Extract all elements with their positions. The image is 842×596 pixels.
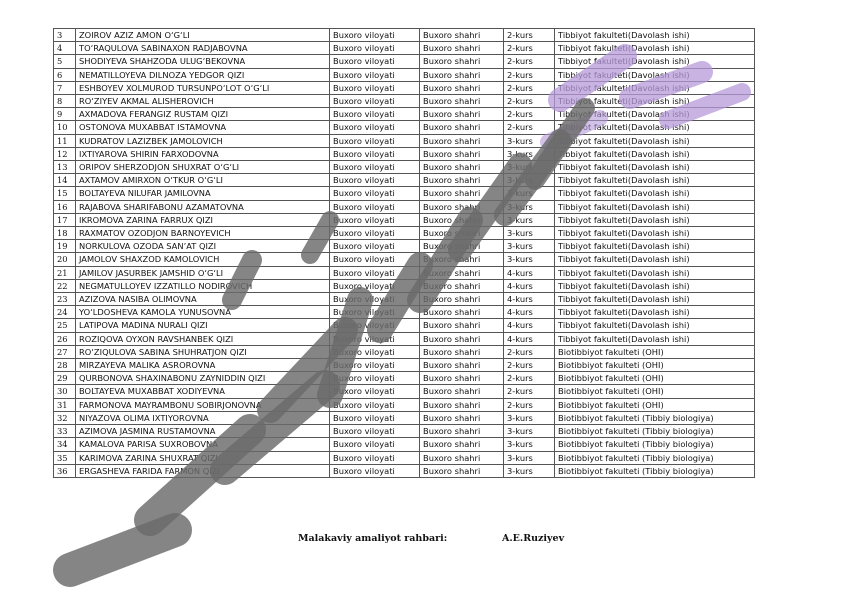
table-row	[54, 121, 755, 134]
faculty-cell: Tibbiyot fakulteti(Davolash ishi)	[555, 306, 755, 319]
faculty-cell: Biotibbiyot fakulteti (OHI)	[555, 359, 755, 372]
student-name: JAMILOV JASURBEK JAMSHID O‘G‘LI	[76, 266, 330, 279]
city-cell: Buxoro shahri	[420, 95, 504, 108]
student-name: OSTONOVA MUXABBAT ISTAMOVNA	[76, 121, 330, 134]
supervisor-name: A.E.Ruziyev	[502, 533, 565, 544]
region-cell: Buxoro viloyati	[330, 306, 420, 319]
student-name: TO‘RAQULOVA SABINAXON RADJABOVNA	[76, 42, 330, 55]
course-cell: 3-kurs	[504, 425, 555, 438]
course-cell: 4-kurs	[504, 266, 555, 279]
course-cell: 2-kurs	[504, 55, 555, 68]
course-cell: 3-kurs	[504, 227, 555, 240]
region-cell: Buxoro viloyati	[330, 95, 420, 108]
city-cell: Buxoro shahri	[420, 227, 504, 240]
row-number: 33	[54, 425, 76, 438]
region-cell: Buxoro viloyati	[330, 345, 420, 358]
course-cell: 3-kurs	[504, 161, 555, 174]
student-name: AZIZOVA NASIBA OLIMOVNA	[76, 293, 330, 306]
course-cell: 3-kurs	[504, 438, 555, 451]
student-name: ZOIROV AZIZ AMON O‘G‘LI	[76, 29, 330, 42]
table-row	[54, 227, 755, 240]
student-table-body	[54, 29, 755, 478]
row-number: 18	[54, 227, 76, 240]
table-row	[54, 161, 755, 174]
row-number: 29	[54, 372, 76, 385]
faculty-cell: Tibbiyot fakulteti(Davolash ishi)	[555, 121, 755, 134]
region-cell: Buxoro viloyati	[330, 174, 420, 187]
region-cell: Buxoro viloyati	[330, 81, 420, 94]
region-cell: Buxoro viloyati	[330, 108, 420, 121]
course-cell: 3-kurs	[504, 464, 555, 477]
table-row	[54, 174, 755, 187]
city-cell: Buxoro shahri	[420, 81, 504, 94]
table-row	[54, 385, 755, 398]
row-number: 5	[54, 55, 76, 68]
city-cell: Buxoro shahri	[420, 279, 504, 292]
city-cell: Buxoro shahri	[420, 200, 504, 213]
row-number: 34	[54, 438, 76, 451]
city-cell: Buxoro shahri	[420, 68, 504, 81]
faculty-cell: Biotibbiyot fakulteti (Tibbiy biologiya)	[555, 411, 755, 424]
course-cell: 3-kurs	[504, 147, 555, 160]
row-number: 10	[54, 121, 76, 134]
faculty-cell: Tibbiyot fakulteti(Davolash ishi)	[555, 253, 755, 266]
row-number: 21	[54, 266, 76, 279]
region-cell: Buxoro viloyati	[330, 385, 420, 398]
city-cell: Buxoro shahri	[420, 451, 504, 464]
course-cell: 2-kurs	[504, 81, 555, 94]
row-number: 20	[54, 253, 76, 266]
course-cell: 3-kurs	[504, 411, 555, 424]
faculty-cell: Biotibbiyot fakulteti (OHI)	[555, 345, 755, 358]
region-cell: Buxoro viloyati	[330, 266, 420, 279]
table-row	[54, 425, 755, 438]
faculty-cell: Tibbiyot fakulteti(Davolash ishi)	[555, 213, 755, 226]
student-name: NEMATILLOYEVA DILNOZA YEDGOR QIZI	[76, 68, 330, 81]
row-number: 30	[54, 385, 76, 398]
student-name: NIYAZOVA OLIMA IXTIYOROVNA	[76, 411, 330, 424]
table-row	[54, 279, 755, 292]
student-name: RO‘ZIQULOVA SABINA SHUHRATJON QIZI	[76, 345, 330, 358]
student-name: ROZIQOVA OYXON RAVSHANBEK QIZI	[76, 332, 330, 345]
region-cell: Buxoro viloyati	[330, 411, 420, 424]
table-row	[54, 95, 755, 108]
row-number: 7	[54, 81, 76, 94]
course-cell: 4-kurs	[504, 306, 555, 319]
table-row	[54, 451, 755, 464]
student-name: IKROMOVA ZARINA FARRUX QIZI	[76, 213, 330, 226]
faculty-cell: Tibbiyot fakulteti(Davolash ishi)	[555, 147, 755, 160]
student-name: RAJABOVA SHARIFABONU AZAMATOVNA	[76, 200, 330, 213]
table-row	[54, 293, 755, 306]
row-number: 19	[54, 240, 76, 253]
course-cell: 2-kurs	[504, 68, 555, 81]
course-cell: 3-kurs	[504, 174, 555, 187]
city-cell: Buxoro shahri	[420, 240, 504, 253]
course-cell: 2-kurs	[504, 121, 555, 134]
region-cell: Buxoro viloyati	[330, 213, 420, 226]
faculty-cell: Tibbiyot fakulteti(Davolash ishi)	[555, 240, 755, 253]
faculty-cell: Tibbiyot fakulteti(Davolash ishi)	[555, 319, 755, 332]
course-cell: 2-kurs	[504, 398, 555, 411]
row-number: 8	[54, 95, 76, 108]
table-row	[54, 134, 755, 147]
city-cell: Buxoro shahri	[420, 425, 504, 438]
table-row	[54, 464, 755, 477]
course-cell: 2-kurs	[504, 359, 555, 372]
faculty-cell: Tibbiyot fakulteti(Davolash ishi)	[555, 29, 755, 42]
course-cell: 3-kurs	[504, 240, 555, 253]
student-name: LATIPOVA MADINA NURALI QIZI	[76, 319, 330, 332]
table-row	[54, 266, 755, 279]
region-cell: Buxoro viloyati	[330, 161, 420, 174]
faculty-cell: Tibbiyot fakulteti(Davolash ishi)	[555, 174, 755, 187]
table-row	[54, 306, 755, 319]
faculty-cell: Biotibbiyot fakulteti (OHI)	[555, 398, 755, 411]
table-row	[54, 411, 755, 424]
table-row	[54, 345, 755, 358]
course-cell: 4-kurs	[504, 319, 555, 332]
city-cell: Buxoro shahri	[420, 411, 504, 424]
faculty-cell: Tibbiyot fakulteti(Davolash ishi)	[555, 95, 755, 108]
student-name: ORIPOV SHERZODJON SHUXRAT O‘G‘LI	[76, 161, 330, 174]
region-cell: Buxoro viloyati	[330, 451, 420, 464]
table-row	[54, 438, 755, 451]
region-cell: Buxoro viloyati	[330, 68, 420, 81]
row-number: 15	[54, 187, 76, 200]
region-cell: Buxoro viloyati	[330, 42, 420, 55]
student-name: AZIMOVA JASMINA RUSTAMOVNA	[76, 425, 330, 438]
table-row	[54, 68, 755, 81]
course-cell: 4-kurs	[504, 332, 555, 345]
student-name: BOLTAYEVA MUXABBAT XODIYEVNA	[76, 385, 330, 398]
course-cell: 2-kurs	[504, 345, 555, 358]
student-name: AXMADOVA FERANGIZ RUSTAM QIZI	[76, 108, 330, 121]
row-number: 14	[54, 174, 76, 187]
faculty-cell: Biotibbiyot fakulteti (Tibbiy biologiya)	[555, 438, 755, 451]
table-row	[54, 359, 755, 372]
region-cell: Buxoro viloyati	[330, 240, 420, 253]
student-name: AXTAMOV AMIRXON O‘TKUR O‘G‘LI	[76, 174, 330, 187]
region-cell: Buxoro viloyati	[330, 293, 420, 306]
region-cell: Buxoro viloyati	[330, 200, 420, 213]
row-number: 36	[54, 464, 76, 477]
faculty-cell: Biotibbiyot fakulteti (OHI)	[555, 385, 755, 398]
student-name: QURBONOVA SHAXINABONU ZAYNIDDIN QIZI	[76, 372, 330, 385]
faculty-cell: Biotibbiyot fakulteti (Tibbiy biologiya)	[555, 425, 755, 438]
student-name: YO‘LDOSHEVA KAMOLA YUNUSOVNA	[76, 306, 330, 319]
row-number: 32	[54, 411, 76, 424]
city-cell: Buxoro shahri	[420, 147, 504, 160]
row-number: 9	[54, 108, 76, 121]
city-cell: Buxoro shahri	[420, 121, 504, 134]
region-cell: Buxoro viloyati	[330, 147, 420, 160]
student-name: ESHBOYEV XOLMUROD TURSUNPO‘LOT O‘G‘LI	[76, 81, 330, 94]
student-name: NORKULOVA OZODA SAN’AT QIZI	[76, 240, 330, 253]
table-row	[54, 42, 755, 55]
table-row	[54, 81, 755, 94]
supervisor-label: Malakaviy amaliyot rahbari:	[298, 533, 448, 544]
row-number: 23	[54, 293, 76, 306]
table-row	[54, 29, 755, 42]
faculty-cell: Biotibbiyot fakulteti (Tibbiy biologiya)	[555, 464, 755, 477]
faculty-cell: Biotibbiyot fakulteti (Tibbiy biologiya)	[555, 451, 755, 464]
faculty-cell: Tibbiyot fakulteti(Davolash ishi)	[555, 187, 755, 200]
faculty-cell: Tibbiyot fakulteti(Davolash ishi)	[555, 68, 755, 81]
row-number: 11	[54, 134, 76, 147]
student-name: IXTIYAROVA SHIRIN FARXODOVNA	[76, 147, 330, 160]
student-name: RAXMATOV OZODJON BARNOYEVICH	[76, 227, 330, 240]
city-cell: Buxoro shahri	[420, 253, 504, 266]
faculty-cell: Tibbiyot fakulteti(Davolash ishi)	[555, 55, 755, 68]
row-number: 22	[54, 279, 76, 292]
region-cell: Buxoro viloyati	[330, 187, 420, 200]
faculty-cell: Tibbiyot fakulteti(Davolash ishi)	[555, 227, 755, 240]
student-name: SHODIYEVA SHAHZODA ULUG‘BEKOVNA	[76, 55, 330, 68]
region-cell: Buxoro viloyati	[330, 438, 420, 451]
faculty-cell: Tibbiyot fakulteti(Davolash ishi)	[555, 108, 755, 121]
course-cell: 2-kurs	[504, 95, 555, 108]
row-number: 4	[54, 42, 76, 55]
city-cell: Buxoro shahri	[420, 108, 504, 121]
region-cell: Buxoro viloyati	[330, 464, 420, 477]
region-cell: Buxoro viloyati	[330, 134, 420, 147]
region-cell: Buxoro viloyati	[330, 372, 420, 385]
faculty-cell: Tibbiyot fakulteti(Davolash ishi)	[555, 81, 755, 94]
student-name: KARIMOVA ZARINA SHUXRAT QIZI	[76, 451, 330, 464]
faculty-cell: Tibbiyot fakulteti(Davolash ishi)	[555, 161, 755, 174]
region-cell: Buxoro viloyati	[330, 319, 420, 332]
student-table	[53, 28, 755, 478]
city-cell: Buxoro shahri	[420, 398, 504, 411]
table-row	[54, 253, 755, 266]
row-number: 13	[54, 161, 76, 174]
faculty-cell: Tibbiyot fakulteti(Davolash ishi)	[555, 42, 755, 55]
city-cell: Buxoro shahri	[420, 55, 504, 68]
course-cell: 3-kurs	[504, 187, 555, 200]
row-number: 35	[54, 451, 76, 464]
city-cell: Buxoro shahri	[420, 29, 504, 42]
faculty-cell: Tibbiyot fakulteti(Davolash ishi)	[555, 200, 755, 213]
row-number: 24	[54, 306, 76, 319]
table-row	[54, 319, 755, 332]
city-cell: Buxoro shahri	[420, 213, 504, 226]
city-cell: Buxoro shahri	[420, 438, 504, 451]
student-name: ERGASHEVA FARIDA FARMON QIZI	[76, 464, 330, 477]
city-cell: Buxoro shahri	[420, 345, 504, 358]
city-cell: Buxoro shahri	[420, 306, 504, 319]
table-row	[54, 240, 755, 253]
region-cell: Buxoro viloyati	[330, 55, 420, 68]
course-cell: 3-kurs	[504, 134, 555, 147]
city-cell: Buxoro shahri	[420, 464, 504, 477]
city-cell: Buxoro shahri	[420, 42, 504, 55]
student-name: FARMONOVA MAYRAMBONU SOBIRJONOVNA	[76, 398, 330, 411]
city-cell: Buxoro shahri	[420, 134, 504, 147]
course-cell: 3-kurs	[504, 200, 555, 213]
student-name: JAMOLOV SHAXZOD KAMOLOVICH	[76, 253, 330, 266]
city-cell: Buxoro shahri	[420, 161, 504, 174]
course-cell: 2-kurs	[504, 29, 555, 42]
row-number: 31	[54, 398, 76, 411]
region-cell: Buxoro viloyati	[330, 279, 420, 292]
course-cell: 2-kurs	[504, 385, 555, 398]
table-row	[54, 332, 755, 345]
city-cell: Buxoro shahri	[420, 372, 504, 385]
faculty-cell: Tibbiyot fakulteti(Davolash ishi)	[555, 293, 755, 306]
table-row	[54, 213, 755, 226]
student-name: KAMALOVA PARISA SUXROBOVNA	[76, 438, 330, 451]
region-cell: Buxoro viloyati	[330, 227, 420, 240]
student-name: MIRZAYEVA MALIKA ASROROVNA	[76, 359, 330, 372]
student-name: KUDRATOV LAZIZBEK JAMOLOVICH	[76, 134, 330, 147]
region-cell: Buxoro viloyati	[330, 121, 420, 134]
row-number: 16	[54, 200, 76, 213]
row-number: 12	[54, 147, 76, 160]
city-cell: Buxoro shahri	[420, 293, 504, 306]
region-cell: Buxoro viloyati	[330, 398, 420, 411]
region-cell: Buxoro viloyati	[330, 359, 420, 372]
course-cell: 3-kurs	[504, 451, 555, 464]
row-number: 25	[54, 319, 76, 332]
course-cell: 2-kurs	[504, 42, 555, 55]
table-row	[54, 147, 755, 160]
row-number: 3	[54, 29, 76, 42]
table-row	[54, 108, 755, 121]
region-cell: Buxoro viloyati	[330, 29, 420, 42]
faculty-cell: Tibbiyot fakulteti(Davolash ishi)	[555, 134, 755, 147]
table-row	[54, 372, 755, 385]
city-cell: Buxoro shahri	[420, 385, 504, 398]
city-cell: Buxoro shahri	[420, 187, 504, 200]
table-row	[54, 187, 755, 200]
faculty-cell: Tibbiyot fakulteti(Davolash ishi)	[555, 332, 755, 345]
row-number: 28	[54, 359, 76, 372]
course-cell: 2-kurs	[504, 372, 555, 385]
student-name: RO‘ZIYEV AKMAL ALISHEROVICH	[76, 95, 330, 108]
table-row	[54, 200, 755, 213]
region-cell: Buxoro viloyati	[330, 332, 420, 345]
region-cell: Buxoro viloyati	[330, 425, 420, 438]
faculty-cell: Tibbiyot fakulteti(Davolash ishi)	[555, 279, 755, 292]
course-cell: 2-kurs	[504, 108, 555, 121]
student-name: NEGMATULLOYEV IZZATILLO NODIROVICH	[76, 279, 330, 292]
city-cell: Buxoro shahri	[420, 332, 504, 345]
student-name: BOLTAYEVA NILUFAR JAMILOVNA	[76, 187, 330, 200]
row-number: 17	[54, 213, 76, 226]
table-row	[54, 398, 755, 411]
city-cell: Buxoro shahri	[420, 359, 504, 372]
table-row	[54, 55, 755, 68]
row-number: 27	[54, 345, 76, 358]
faculty-cell: Biotibbiyot fakulteti (OHI)	[555, 372, 755, 385]
course-cell: 3-kurs	[504, 213, 555, 226]
city-cell: Buxoro shahri	[420, 266, 504, 279]
faculty-cell: Tibbiyot fakulteti(Davolash ishi)	[555, 266, 755, 279]
region-cell: Buxoro viloyati	[330, 253, 420, 266]
row-number: 26	[54, 332, 76, 345]
city-cell: Buxoro shahri	[420, 174, 504, 187]
city-cell: Buxoro shahri	[420, 319, 504, 332]
course-cell: 4-kurs	[504, 293, 555, 306]
course-cell: 3-kurs	[504, 253, 555, 266]
row-number: 6	[54, 68, 76, 81]
course-cell: 4-kurs	[504, 279, 555, 292]
